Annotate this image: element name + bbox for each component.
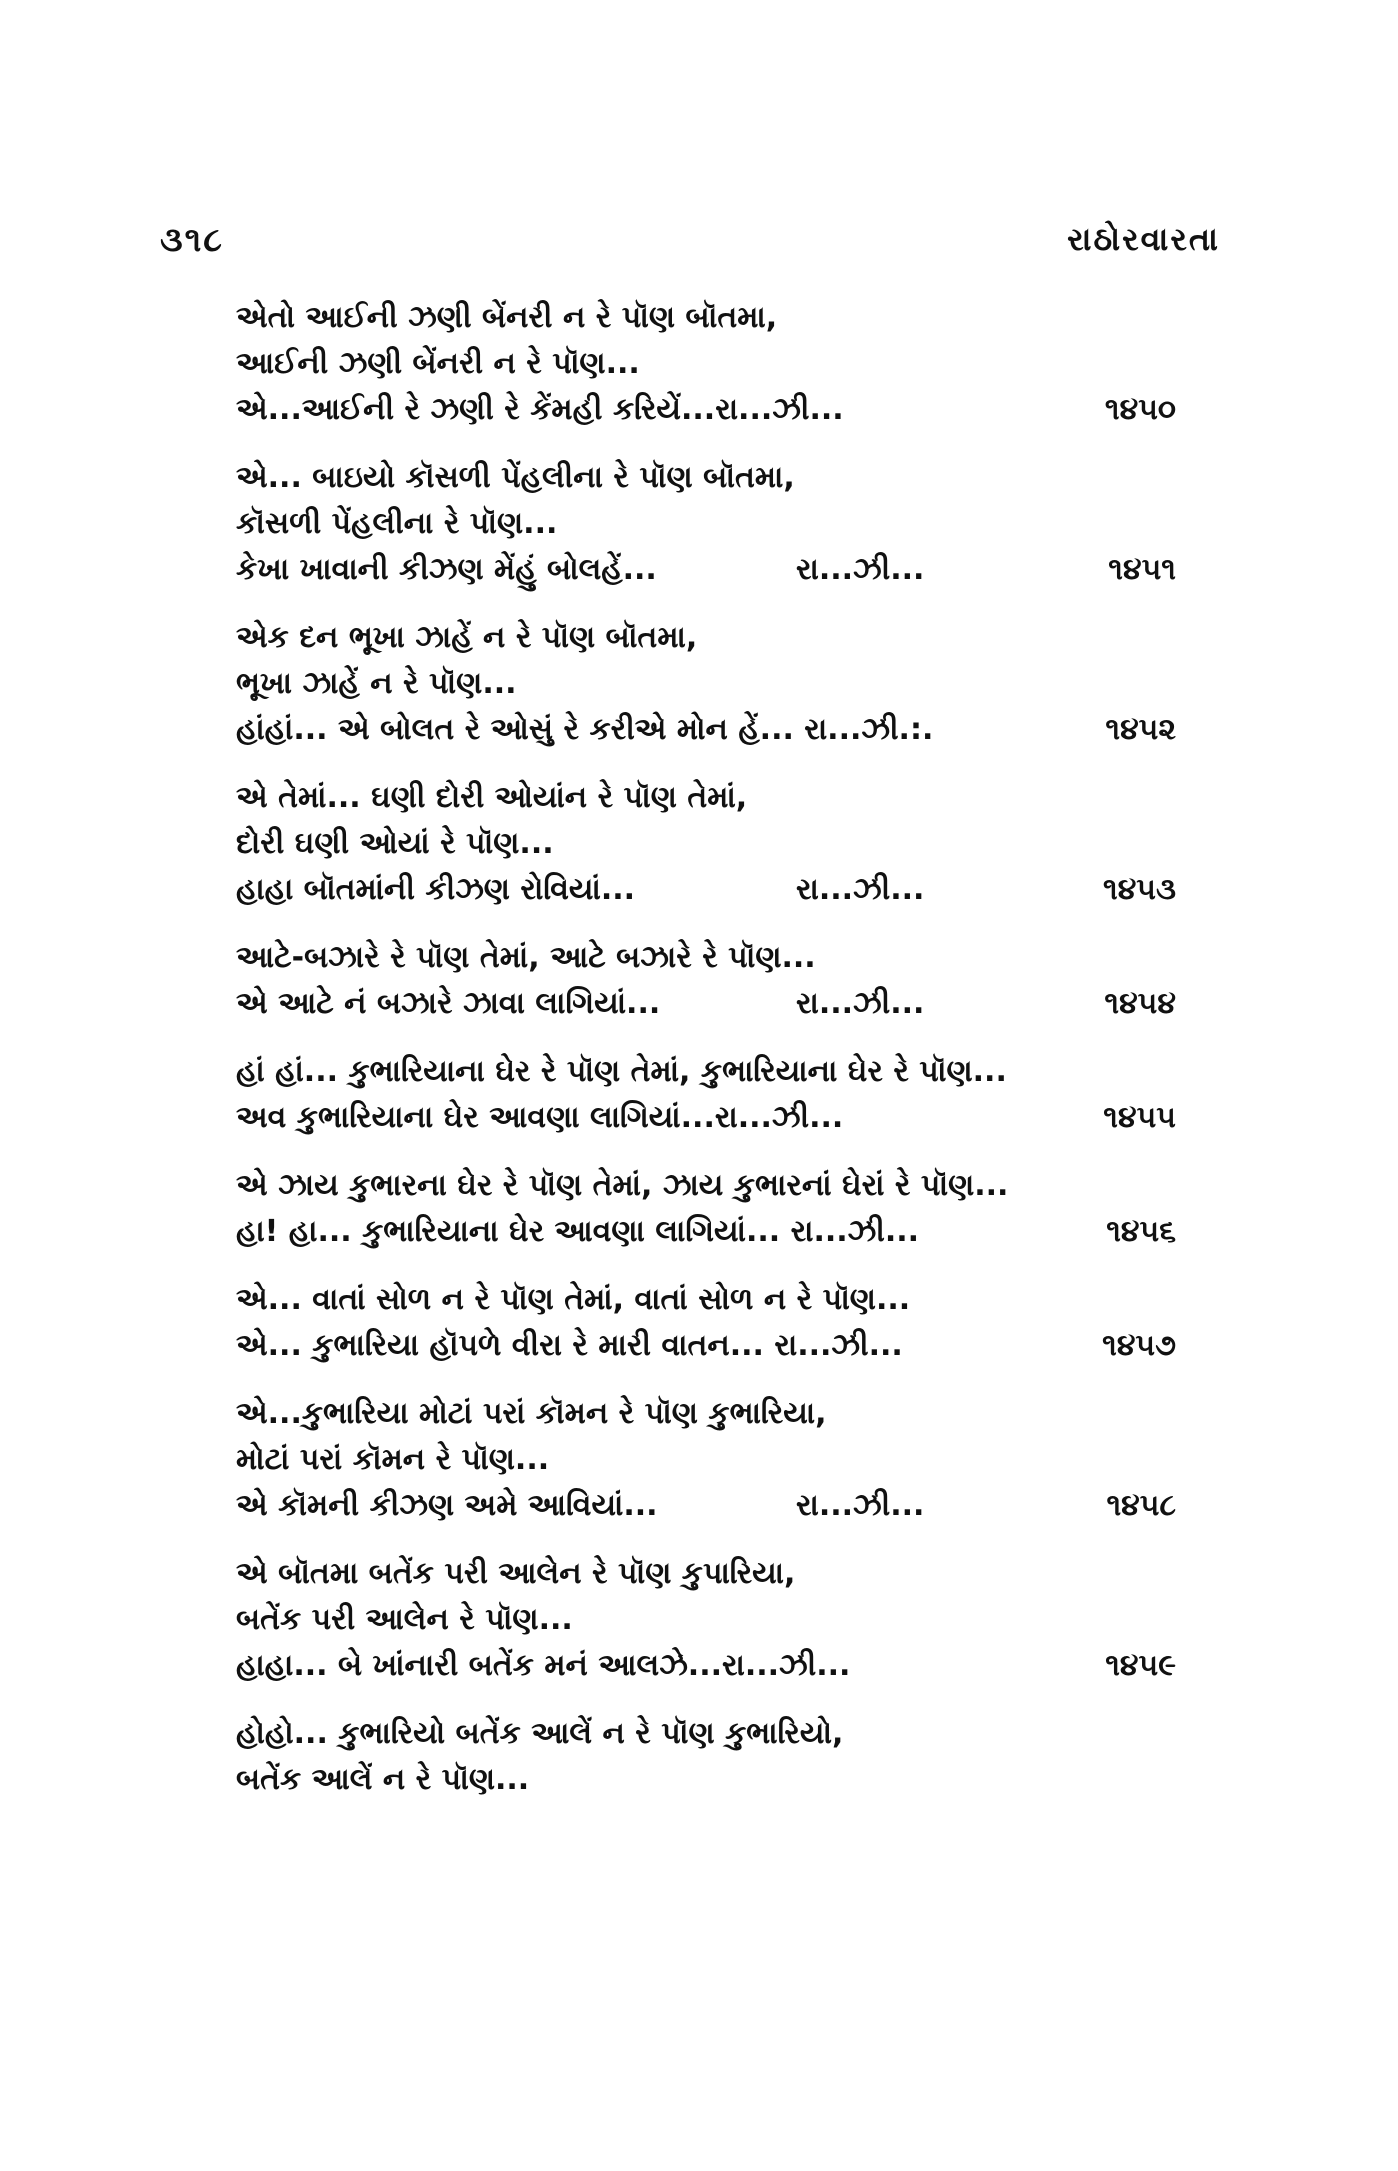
verse-line <box>236 1597 1176 1643</box>
verse-number: ૧૪૫૫ <box>1103 1100 1176 1135</box>
verse-line <box>236 1277 1176 1323</box>
verse-line <box>236 661 1176 707</box>
verse-text: મોટાં પરાં કૉમન રે પૉણ... <box>236 1442 550 1477</box>
verse-line <box>236 775 1176 821</box>
verse-text: હા! હા... કુભારિયાના ઘેર આવણા લાગિયાં... રા...ઝી... <box>236 1214 920 1249</box>
verse-text: એ...કુભારિયા મોટાં પરાં કૉમન રે પૉણ કુભારિયા, <box>236 1396 827 1431</box>
verse-number: ૧૪૫૨ <box>1105 712 1176 747</box>
verse-text: અવ કુભારિયાના ઘેર આવણા લાગિયાં...રા...ઝી... <box>236 1100 844 1135</box>
stanza <box>236 295 1176 433</box>
verse-body <box>236 295 1176 1825</box>
verse-number: ૧૪૫૬ <box>1106 1214 1176 1249</box>
running-title: રાઠોરવારતા <box>1067 220 1220 258</box>
verse-text: હાહા બૉતમાંની કીઝણ રોવિયાં... <box>236 872 636 907</box>
verse-text: કેખા ખાવાની કીઝણ મેંહું બોલહેં... <box>236 552 657 587</box>
stanza <box>236 935 1176 1027</box>
verse-line <box>236 455 1176 501</box>
verse-text: એતો આઈની ઝણી બેંનરી ન રે પૉણ બૉતમા, <box>236 300 778 335</box>
refrain-text: રા...ઝી... <box>796 872 925 907</box>
page-number: ૩૧૮ <box>160 220 225 260</box>
verse-text: એ... વાતાં સોળ ન રે પૉણ તેમાં, વાતાં સોળ ન રે પૉણ... <box>236 1282 911 1317</box>
verse-text: હાહા... બે ખાંનારી બતેંક મનં આલઝે...રા...ઝી... <box>236 1648 851 1683</box>
stanza <box>236 1049 1176 1141</box>
verse-line <box>236 1757 1176 1803</box>
verse-line <box>236 295 1176 341</box>
verse-text: બતેંક પરી આલેન રે પૉણ... <box>236 1602 573 1637</box>
verse-text: બતેંક આલેં ન રે પૉણ... <box>236 1762 530 1797</box>
verse-text: આટે-બઝારે રે પૉણ તેમાં, આટે બઝારે રે પૉણ... <box>236 940 816 975</box>
stanza <box>236 1163 1176 1255</box>
verse-line <box>236 867 1176 913</box>
verse-text: એ બૉતમા બતેંક પરી આલેન રે પૉણ કુપારિયા, <box>236 1556 796 1591</box>
refrain-text: રા...ઝી... <box>796 1488 925 1523</box>
verse-text: હોહો... કુભારિયો બતેંક આલેં ન રે પૉણ કુભારિયો, <box>236 1716 844 1751</box>
stanza <box>236 455 1176 593</box>
verse-line <box>236 1391 1176 1437</box>
stanza <box>236 775 1176 913</box>
verse-line <box>236 821 1176 867</box>
stanza <box>236 1711 1176 1803</box>
verse-text: એ... બાઇયો કૉસળી પેંહલીના રે પૉણ બૉતમા, <box>236 460 795 495</box>
verse-line <box>236 341 1176 387</box>
verse-text: એ... કુભારિયા હૉપળે વીરા રે મારી વાતન... રા...ઝી... <box>236 1328 903 1363</box>
verse-number: ૧૪૫૩ <box>1103 872 1176 907</box>
verse-number: ૧૪૫૪ <box>1104 986 1176 1021</box>
verse-text: આઈની ઝણી બેંનરી ન રે પૉણ... <box>236 346 640 381</box>
verse-line <box>236 501 1176 547</box>
verse-text: કૉસળી પેંહલીના રે પૉણ... <box>236 506 558 541</box>
verse-line <box>236 935 1176 981</box>
stanza <box>236 1391 1176 1529</box>
verse-line <box>236 1483 1176 1529</box>
verse-number: ૧૪૫૯ <box>1105 1648 1176 1683</box>
verse-text: દોરી ઘણી ઓયાં રે પૉણ... <box>236 826 554 861</box>
stanza <box>236 1551 1176 1689</box>
verse-text: હાં હાં... કુભારિયાના ઘેર રે પૉણ તેમાં, કુભારિયાના ઘેર રે પૉણ... <box>236 1054 1007 1089</box>
verse-text: હાંહાં... એ બોલત રે ઓસું રે કરીએ મોન હેં... રા...ઝી.:. <box>236 712 934 747</box>
verse-line <box>236 1049 1176 1095</box>
verse-line <box>236 1551 1176 1597</box>
verse-line <box>236 1095 1176 1141</box>
verse-line <box>236 387 1176 433</box>
page-header <box>160 220 1220 270</box>
verse-text: એ...આઈની રે ઝણી રે કેંમહી કરિયેં...રા...ઝી... <box>236 392 844 427</box>
verse-line <box>236 981 1176 1027</box>
verse-line <box>236 615 1176 661</box>
verse-line <box>236 547 1176 593</box>
verse-number: ૧૪૫૮ <box>1106 1488 1176 1523</box>
refrain-text: રા...ઝી... <box>796 986 925 1021</box>
verse-number: ૧૪૫૧ <box>1108 552 1176 587</box>
verse-text: ભૂખા ઝાહેં ન રે પૉણ... <box>236 666 517 701</box>
refrain-text: રા...ઝી... <box>796 552 925 587</box>
verse-line <box>236 1711 1176 1757</box>
verse-line <box>236 1643 1176 1689</box>
verse-text: એ કૉમની કીઝણ અમે આવિયાં... <box>236 1488 658 1523</box>
verse-text: એ આટે નં બઝારે ઝાવા લાગિયાં... <box>236 986 661 1021</box>
verse-line <box>236 1437 1176 1483</box>
verse-line <box>236 707 1176 753</box>
verse-line <box>236 1323 1176 1369</box>
verse-line <box>236 1209 1176 1255</box>
verse-text: એ ઝાય કુભારના ઘેર રે પૉણ તેમાં, ઝાય કુભારનાં ઘેરાં રે પૉણ... <box>236 1168 1009 1203</box>
stanza <box>236 615 1176 753</box>
verse-number: ૧૪૫૦ <box>1104 392 1176 427</box>
verse-text: એ તેમાં... ઘણી દોરી ઓયાંન રે પૉણ તેમાં, <box>236 780 748 815</box>
verse-line <box>236 1163 1176 1209</box>
verse-text: એક દન ભૂખા ઝાહેં ન રે પૉણ બૉતમા, <box>236 620 698 655</box>
stanza <box>236 1277 1176 1369</box>
verse-number: ૧૪૫૭ <box>1102 1328 1176 1363</box>
